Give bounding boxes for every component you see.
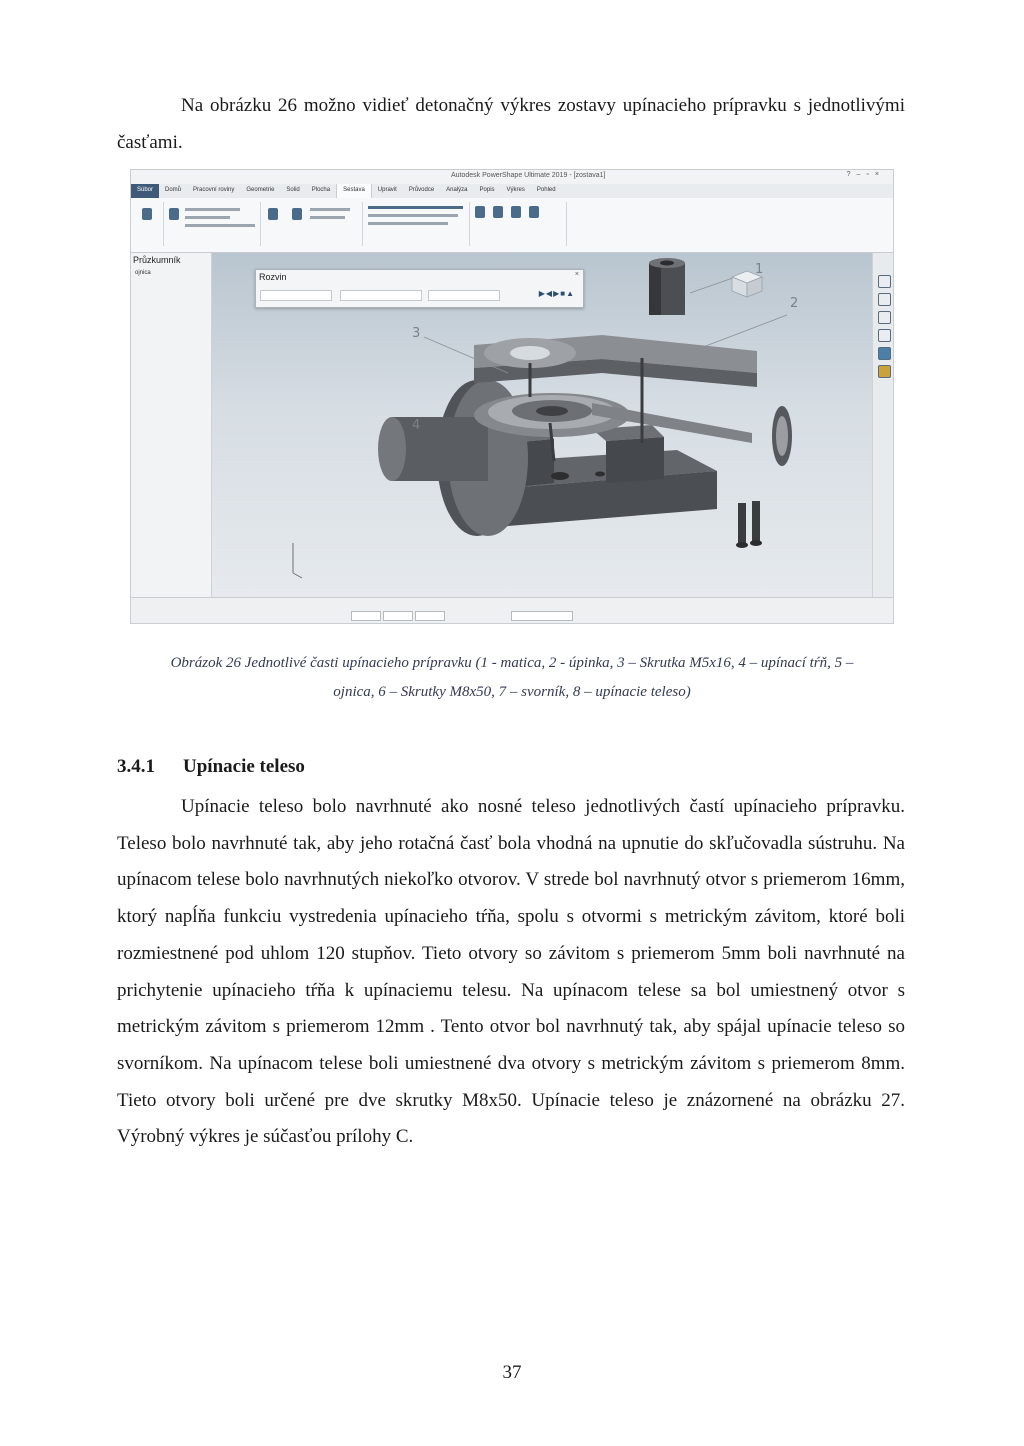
tab-drawing[interactable]: Výkres: [506, 187, 525, 193]
callout-2: 2: [790, 296, 799, 311]
figure-caption: Obrázok 26 Jednotlivé časti upínacieho prípravku (1 - matica, 2 - úpinka, 3 – Skrutka M5x16, 4 – upínací tŕň, 5 – ojnica, 6 – Skrutky M8x50, 7 – svorník, 8 – upínacie teleso): [170, 655, 854, 700]
material-icon[interactable]: [878, 365, 891, 378]
explorer-panel: [131, 253, 212, 597]
view-cube-icon[interactable]: [732, 271, 762, 297]
callout-1: 1: [755, 262, 764, 277]
tab-annotation[interactable]: Popis: [479, 187, 495, 193]
tree-item-ojnica[interactable]: ojnica: [135, 270, 151, 276]
tab-assembly[interactable]: Sestava: [336, 184, 372, 198]
section-title: Upínacie teleso: [183, 756, 305, 777]
tab-geometry[interactable]: Geometrie: [246, 187, 275, 193]
link-icon[interactable]: [292, 208, 302, 220]
dialog-field-3[interactable]: [428, 290, 500, 301]
zoom-icon[interactable]: [878, 311, 891, 324]
status-bar: [131, 597, 893, 623]
command-input[interactable]: [511, 611, 573, 621]
ribbon: [131, 198, 893, 253]
tab-surface[interactable]: Plocha: [311, 187, 331, 193]
explorer-title: Průzkumník: [133, 255, 181, 265]
tab-edit[interactable]: Upravit: [377, 187, 397, 193]
intro-paragraph: Na obrázku 26 možno vidieť detonačný výkres zostavy upínacieho prípravku s jednotlivými časťami.: [117, 95, 905, 153]
figure-26-screenshot: [131, 170, 893, 623]
ribbon-group-component: [165, 202, 261, 246]
right-view-toolbar: [872, 253, 893, 597]
ribbon-group-new: [133, 202, 164, 246]
new-icon[interactable]: [142, 208, 152, 220]
window-controls: ?–▫×: [846, 171, 885, 178]
status-y-field[interactable]: [383, 611, 413, 621]
component-icon[interactable]: [169, 208, 179, 220]
tab-analysis[interactable]: Analýza: [446, 187, 468, 193]
dialog-field-2[interactable]: [340, 290, 422, 301]
callout-4: 4: [412, 418, 421, 433]
create-icon[interactable]: [475, 206, 485, 218]
view-top-icon[interactable]: [878, 275, 891, 288]
tab-home[interactable]: Domů: [165, 187, 182, 193]
body-paragraph: Upínacie teleso bolo navrhnuté ako nosné teleso jednotlivých častí upínacieho prípravku. Teleso bolo navrhnuté tak, aby jeho rotačná časť bola vhodná na upnutie do skľučovadla sústruhu. Na upínacom telese bolo navrhnutých niekoľko otvorov. V strede bol navrhnutý otvor s priemerom 16mm, ktorý napĺňa funkciu vystredenia upínacieho tŕňa, spolu s otvormi s metrickým závitom, ktoré boli rozmiestnené pod uhlom 120 stupňov. Tieto otvory so závitom s priemerom 5mm boli navrhnuté na prichytenie upínacieho tŕňa k upínaciemu telesu. Na upínacom telese sa bol umiestnený otvor s metrickým závitom s priemerom 12mm . Tento otvor bol navrhnutý tak, aby spájal upínacie teleso so svorníkom. Na upínacom telese boli umiestnené dva otvory s metrickým závitom s priemerom 8mm. Tieto otvory boli určené pre dve skrutky M8x50. Upínacie teleso je znázornené na obrázku 27. Výrobný výkres je súčasťou prílohy C.: [117, 796, 905, 1148]
explode-dialog: [255, 269, 584, 308]
nut: [649, 258, 685, 315]
extend-icon[interactable]: [511, 206, 521, 218]
3d-viewport[interactable]: [212, 253, 872, 597]
ribbon-tabs: [131, 184, 893, 198]
status-z-field[interactable]: [415, 611, 445, 621]
m8-screws: [736, 501, 762, 548]
section-number: 3.4.1: [117, 756, 155, 777]
ribbon-group-exploded: [364, 202, 470, 246]
tab-workplanes[interactable]: Pracovní roviny: [193, 187, 235, 193]
remove-icon[interactable]: [493, 206, 503, 218]
window-title: Autodesk PowerShape Ultimate 2019 - [zostava1]: [451, 172, 606, 179]
dialog-close-icon[interactable]: ×: [574, 271, 579, 278]
axis-triad-icon: [293, 543, 302, 578]
dialog-title: Rozvin: [259, 272, 287, 282]
shaded-view-icon[interactable]: [878, 347, 891, 360]
wizard-icon[interactable]: [268, 208, 278, 220]
features-icon[interactable]: [529, 206, 539, 218]
page-number: 37: [502, 1362, 522, 1383]
ribbon-group-power-features: [471, 202, 567, 246]
status-x-field[interactable]: [351, 611, 381, 621]
dialog-field-1[interactable]: [260, 290, 332, 301]
section-heading: [117, 756, 305, 778]
tab-wizard[interactable]: Průvodce: [408, 187, 435, 193]
callout-3: 3: [412, 326, 421, 341]
view-front-icon[interactable]: [878, 329, 891, 342]
tab-view[interactable]: Pohled: [536, 187, 556, 193]
ribbon-group-wizard: [262, 202, 363, 246]
dialog-playback-controls-icon[interactable]: ▶◀▶■▲: [538, 289, 575, 298]
view-iso-icon[interactable]: [878, 293, 891, 306]
tab-solid[interactable]: Solid: [286, 187, 300, 193]
app-titlebar: [131, 170, 893, 184]
tab-file[interactable]: Súbor: [131, 184, 159, 198]
